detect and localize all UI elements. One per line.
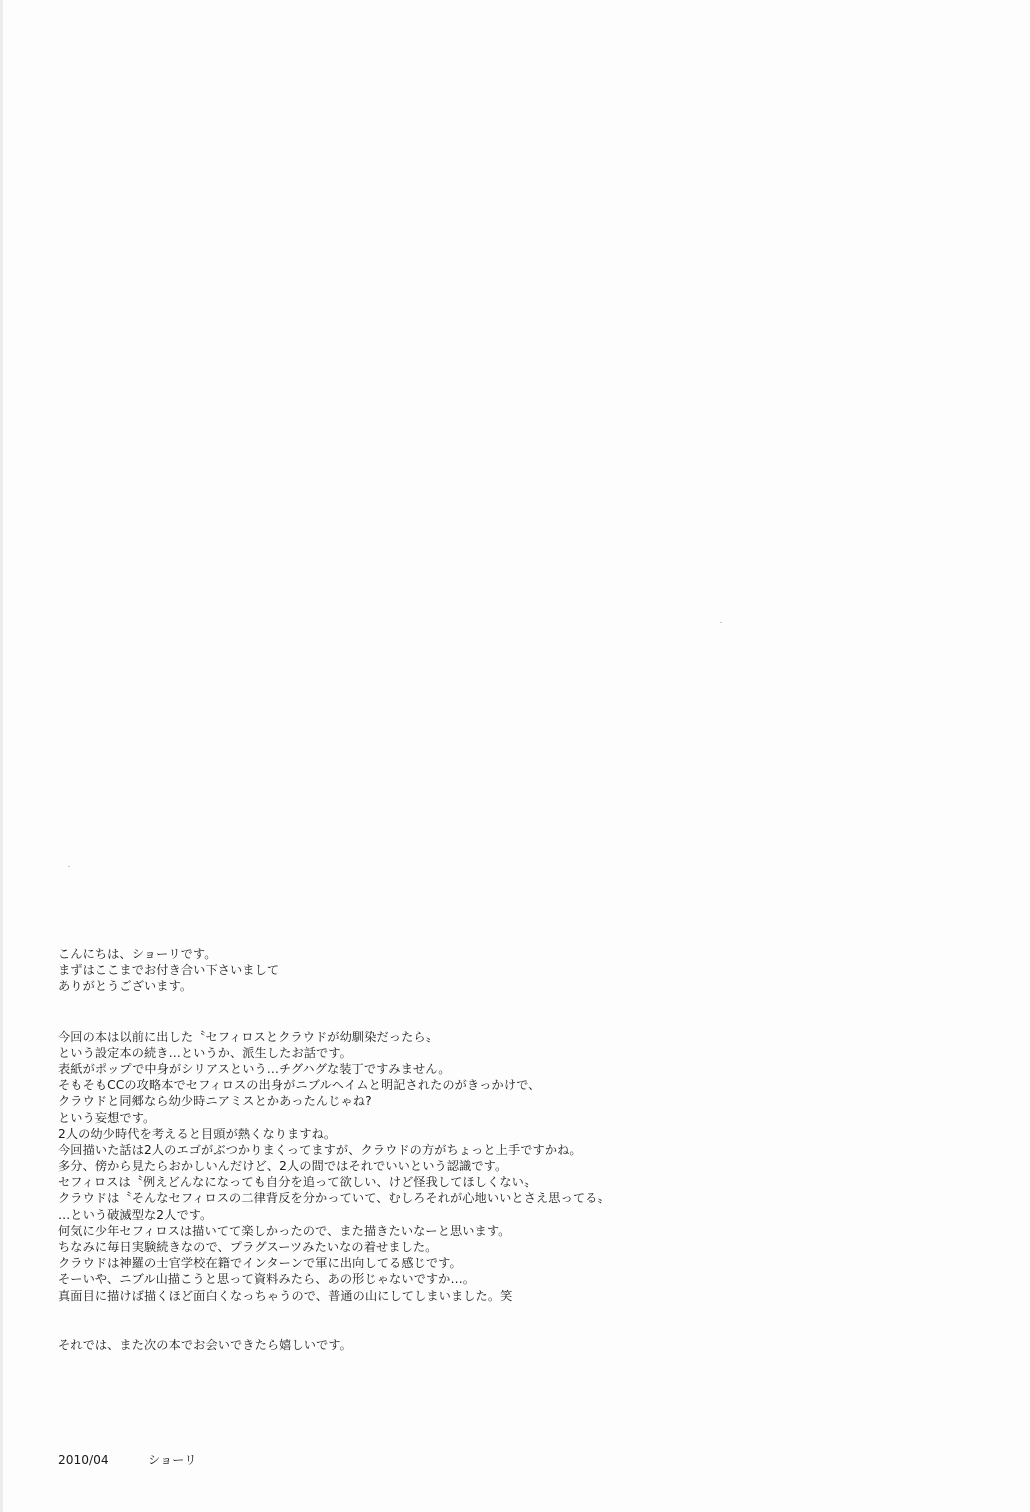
text-line: セフィロスは〝例えどんなになっても自分を追って欲しい、けど怪我してほしくない〟 <box>58 1175 537 1190</box>
text-line: という設定本の続き…というか、派生したお話です。 <box>58 1045 352 1060</box>
text-line: 今回描いた話は2人のエゴがぶつかりまくってますが、クラウドの方がちょっと上手ですかね。 <box>58 1142 582 1157</box>
scan-speck <box>68 866 70 867</box>
signature-date: 2010/04 <box>58 1453 109 1467</box>
closing-line: それでは、また次の本でお会いできたら嬉しいです。 <box>58 1337 352 1352</box>
signature-author: ショーリ <box>148 1453 197 1467</box>
afterword-text <box>58 946 998 1353</box>
closing-paragraph <box>58 1337 998 1353</box>
text-line: こんにちは、ショーリです。 <box>58 947 217 961</box>
text-line: クラウドは〝そんなセフィロスの二律背反を分かっていて、むしろそれが心地いいとさえ思ってる〟 <box>58 1191 610 1206</box>
text-line: そーいや、ニブル山描こうと思って資料みたら、あの形じゃないですか…。 <box>58 1272 476 1287</box>
scan-edge <box>0 0 3 1512</box>
text-line: ちなみに毎日実験続きなので、プラグスーツみたいなの着せました。 <box>58 1240 438 1254</box>
text-line: 多分、傍から見たらおかしいんだけど、2人の間ではそれでいいという認識です。 <box>58 1159 508 1174</box>
text-line: まずはここまでお付き合い下さいまして <box>58 963 280 978</box>
scan-speck <box>720 622 722 623</box>
text-line: 今回の本は以前に出した〝セフィロスとクラウドが幼馴染だったら〟 <box>58 1029 438 1044</box>
text-line: ありがとうございます。 <box>58 979 193 994</box>
body-paragraph <box>58 1029 998 1304</box>
text-line: クラウドは神羅の士官学校在籍でインターンで軍に出向してる感じです。 <box>58 1256 462 1271</box>
text-line: 何気に少年セフィロスは描いてて楽しかったので、また描きたいなーと思います。 <box>58 1223 511 1238</box>
greeting-paragraph <box>58 946 998 995</box>
text-line: 真面目に描けば描くほど面白くなっちゃうので、普通の山にしてしまいました。笑 <box>58 1288 513 1303</box>
text-line: クラウドと同郷なら幼少時ニアミスとかあったんじゃね? <box>58 1094 372 1109</box>
text-line: …という破滅型な2人です。 <box>58 1207 213 1222</box>
text-line: 2人の幼少時代を考えると目頭が熱くなりますね。 <box>58 1126 337 1141</box>
text-line: という妄想です。 <box>58 1110 156 1125</box>
text-line: そもそもCCの攻略本でセフィロスの出身がニブルヘイムと明記されたのがきっかけで、 <box>58 1078 541 1093</box>
signature <box>58 1452 197 1468</box>
text-line: 表紙がポップで中身がシリアスという…チグハグな装丁ですみません。 <box>58 1061 451 1076</box>
